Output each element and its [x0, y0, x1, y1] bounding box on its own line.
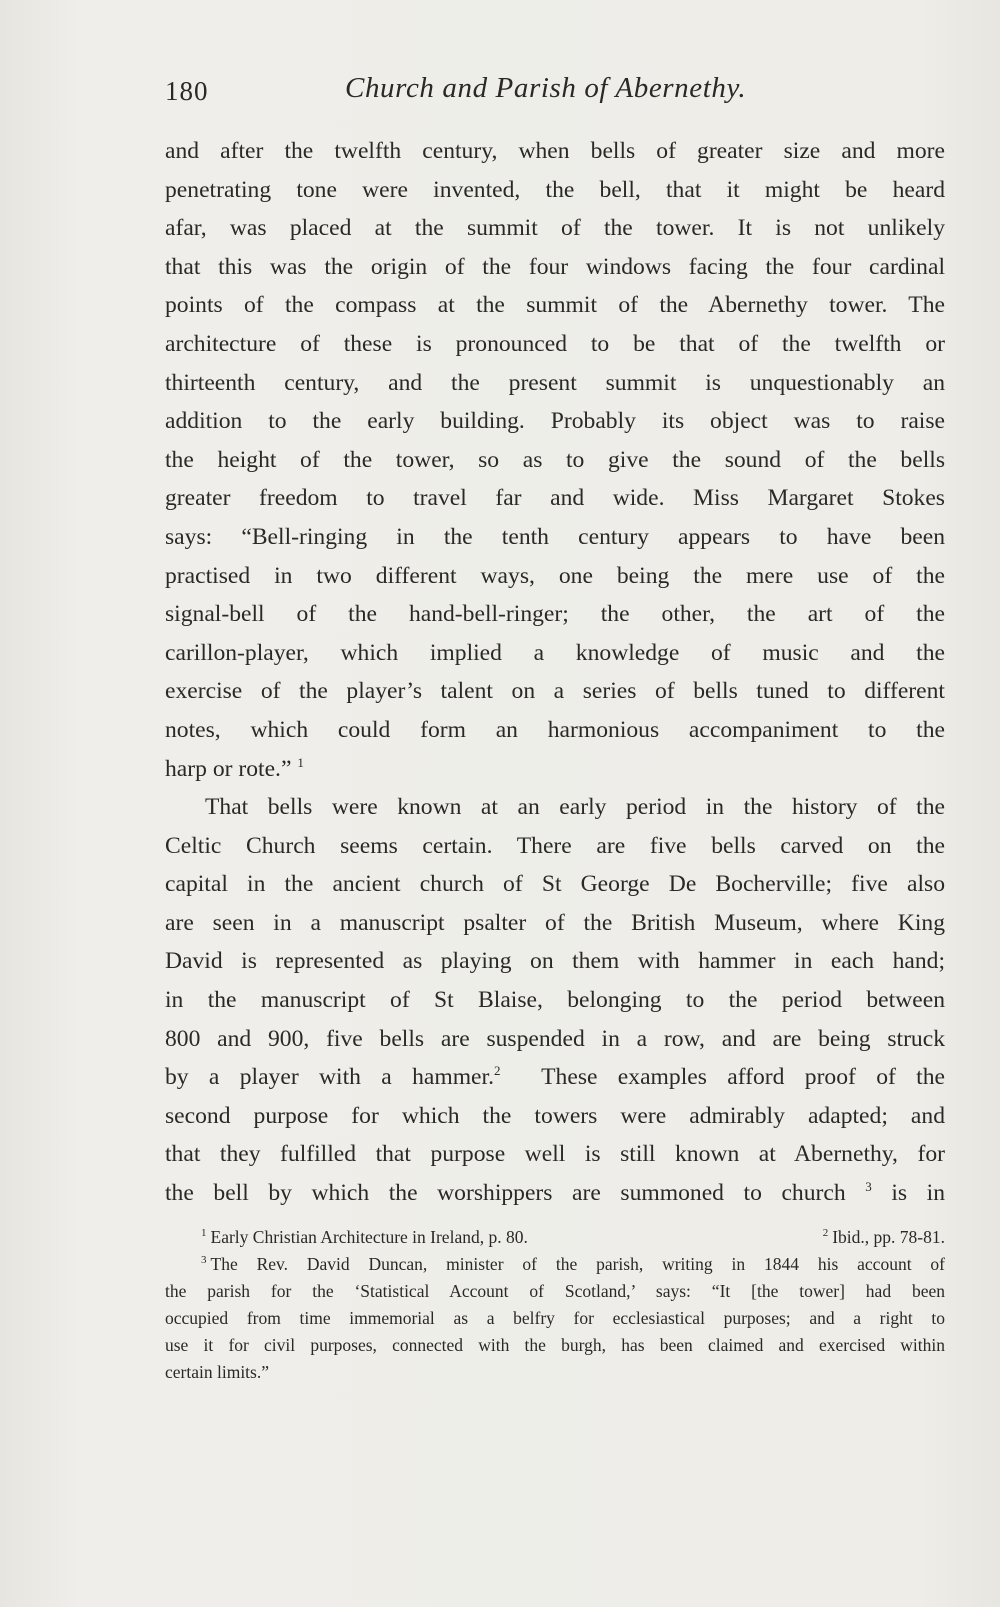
text-line-content: by a player with a hammer. — [165, 1064, 494, 1091]
text-line: in the manuscript of St Blaise, belonging to the period between — [165, 987, 945, 1014]
text-line: addition to the early building. Probably its object was to raise — [165, 408, 945, 435]
text-line — [165, 750, 945, 789]
paragraph-1 — [165, 132, 945, 788]
text-line: practised in two different ways, one being the mere use of the — [165, 562, 945, 589]
footnote-row-1-2 — [165, 1224, 945, 1251]
text-line: exercise of the player’s talent on a series of bells tuned to different — [165, 678, 945, 705]
text-line: signal-bell of the hand-bell-ringer; the other, the art of the — [165, 601, 945, 628]
footnote-number: 3 — [201, 1254, 207, 1266]
footnote-line — [165, 1251, 945, 1278]
footnote-reference-2[interactable]: 2 — [493, 1063, 501, 1079]
text-line: are seen in a manuscript psalter of the British Museum, where King — [165, 909, 945, 936]
text-line: capital in the ancient church of St George De Bocherville; five also — [165, 871, 945, 898]
text-line-content: the bell by which the worshippers are summoned to church — [165, 1180, 846, 1207]
text-line: that they fulfilled that purpose well is still known at Abernethy, for — [165, 1141, 945, 1168]
footnote-text: Early Christian Architecture in Ireland, p. 80. — [210, 1227, 528, 1247]
text-line: and after the twelfth century, when bells of greater size and more — [165, 138, 945, 164]
footnote-1 — [201, 1224, 528, 1251]
footnote-2 — [823, 1224, 945, 1251]
text-line: says: “Bell-ringing in the tenth century appears to have been — [165, 523, 945, 550]
text-line — [165, 1174, 945, 1213]
text-line: the height of the tower, so as to give the sound of the bells — [165, 446, 945, 473]
footnote-reference-1[interactable]: 1 — [297, 754, 304, 770]
footnote-line: occupied from time immemorial as a belfry for ecclesiastical purposes; and a right to — [165, 1308, 945, 1328]
text-line: afar, was placed at the summit of the tower. It is not unlikely — [165, 215, 945, 242]
text-line: thirteenth century, and the present summit is unquestionably an — [165, 369, 945, 396]
paragraph-2 — [165, 788, 945, 1213]
page-header-title: Church and Parish of Abernethy. — [345, 72, 747, 104]
text-line: 800 and 900, five bells are suspended in a row, and are being struck — [165, 1025, 945, 1052]
text-line: carillon-player, which implied a knowledge of music and the — [165, 639, 945, 666]
footnote-number: 1 — [201, 1227, 207, 1239]
footnote-3 — [165, 1251, 945, 1386]
text-line: greater freedom to travel far and wide. Miss Margaret Stokes — [165, 485, 945, 512]
text-line: David is represented as playing on them with hammer in each hand; — [165, 948, 945, 975]
text-line: notes, which could form an harmonious accompaniment to the — [165, 716, 945, 743]
text-line: penetrating tone were invented, the bell, that it might be heard — [165, 176, 945, 203]
text-line: Celtic Church seems certain. There are five bells carved on the — [165, 832, 945, 859]
footnote-line: the parish for the ‘Statistical Account of Scotland,’ says: “It [the tower] had been — [165, 1281, 945, 1301]
text-line: second purpose for which the towers were admirably adapted; and — [165, 1102, 945, 1129]
text-line: That bells were known at an early period in the history of the — [205, 794, 945, 821]
running-head — [165, 72, 945, 120]
text-line-content: These examples afford proof of the — [541, 1064, 946, 1091]
page-number: 180 — [165, 76, 209, 106]
body-text — [165, 132, 945, 1213]
footnotes — [165, 1224, 945, 1386]
text-line: points of the compass at the summit of the Abernethy tower. The — [165, 292, 945, 319]
text-line: architecture of these is pronounced to be that of the twelfth or — [165, 330, 945, 357]
footnote-text: Ibid., pp. 78-81. — [832, 1227, 945, 1247]
text-line-content: harp or rote.” — [165, 755, 292, 782]
footnote-number: 2 — [822, 1227, 829, 1239]
footnote-reference-3[interactable]: 3 — [865, 1179, 872, 1195]
footnote-line: certain limits.” — [165, 1362, 269, 1382]
text-line — [165, 1058, 945, 1097]
text-line-content: is in — [891, 1180, 945, 1207]
footnote-text: The Rev. David Duncan, minister of the parish, writing in 1844 his account of — [210, 1254, 945, 1274]
footnote-line: use it for civil purposes, connected with the burgh, has been claimed and exercised within — [165, 1335, 945, 1355]
text-line: that this was the origin of the four windows facing the four cardinal — [165, 253, 945, 280]
